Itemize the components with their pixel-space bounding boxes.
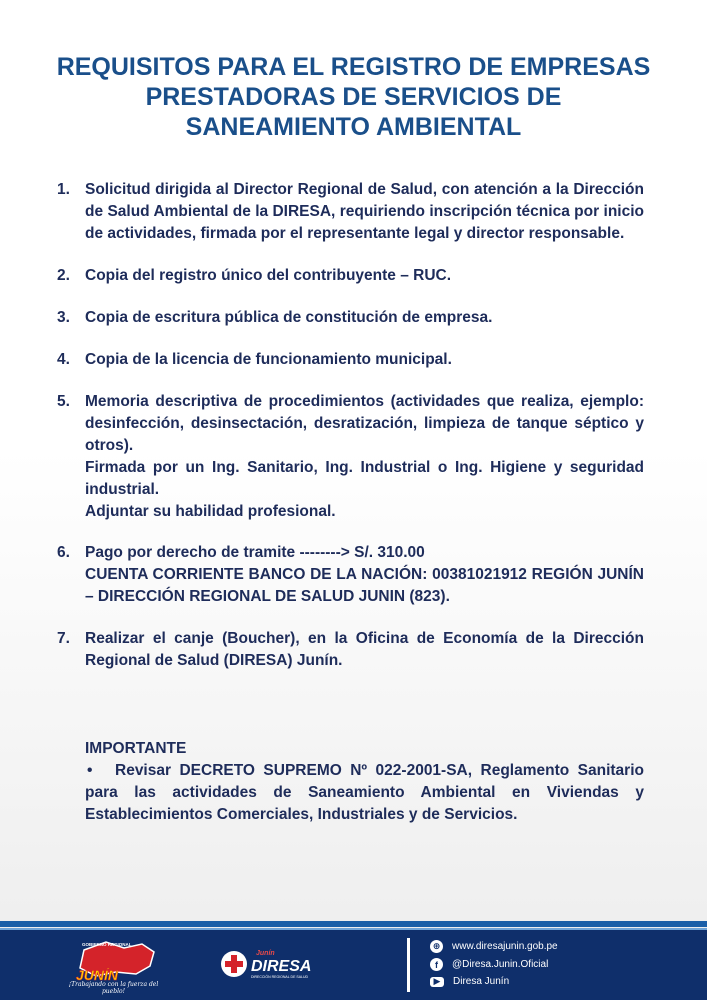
requirement-paragraph: CUENTA CORRIENTE BANCO DE LA NACIÓN: 00381021912 REGIÓN JUNÍN – DIRECCIÓN REGIONAL DE SALUD JUNIN (823).	[85, 566, 644, 605]
important-text: Revisar DECRETO SUPREMO Nº 022-2001-SA, Reglamento Sanitario para las actividades de Saneamiento Ambiental en Viviendas y Establecimientos Comerciales, Industriales y de Servicios.	[85, 762, 644, 823]
requirement-item	[57, 179, 644, 245]
requirements-list	[57, 179, 644, 692]
footer-divider	[407, 938, 410, 992]
requirement-paragraph: Firmada por un Ing. Sanitario, Ing. Industrial o Ing. Higiene y seguridad industrial.	[85, 459, 644, 498]
youtube-icon: ▶	[430, 977, 444, 987]
requirement-item	[57, 307, 644, 329]
requirement-item	[57, 349, 644, 371]
footer	[0, 930, 707, 1000]
important-section	[85, 738, 644, 826]
requirement-number: 2.	[57, 267, 70, 284]
youtube-link[interactable]	[430, 976, 509, 987]
requirement-paragraph: Pago por derecho de tramite --------> S/. 310.00	[85, 544, 425, 561]
requirement-paragraph: Memoria descriptiva de procedimientos (actividades que realiza, ejemplo: desinfección, desinsectación, desratización, limpieza de tanque séptico y otros).	[85, 393, 644, 454]
requirement-number: 7.	[57, 630, 70, 647]
requirement-paragraph: Copia del registro único del contribuyente – RUC.	[85, 267, 452, 284]
requirement-number: 5.	[57, 393, 70, 410]
requirement-number: 3.	[57, 309, 70, 326]
requirement-item	[57, 628, 644, 672]
requirement-paragraph: Adjuntar su habilidad profesional.	[85, 503, 336, 520]
diresa-small: Junín	[256, 950, 275, 957]
youtube-text: Diresa Junín	[453, 976, 510, 987]
title-line-3: SANEAMIENTO AMBIENTAL	[185, 113, 522, 141]
diresa-logo	[218, 944, 323, 984]
diresa-name: DIRESA	[251, 958, 312, 975]
diresa-sub: DIRECCIÓN REGIONAL DE SALUD	[251, 975, 309, 979]
website-text: www.diresajunin.gob.pe	[452, 941, 558, 952]
title-line-1: REQUISITOS PARA EL REGISTRO DE EMPRESAS	[56, 53, 651, 81]
requirement-text	[85, 391, 644, 523]
requirement-paragraph: Copia de escritura pública de constitución de empresa.	[85, 309, 493, 326]
facebook-link[interactable]	[430, 958, 548, 971]
requirement-paragraph: Solicitud dirigida al Director Regional de Salud, con atención a la Dirección de Salud Ambiental de la DIRESA, requiriendo inscripción técnica por inicio de actividades, firmada por el representante legal y director responsable.	[85, 181, 644, 242]
requirement-text	[85, 265, 644, 287]
bullet-icon: •	[87, 762, 93, 779]
title-line-2: PRESTADORAS DE SERVICIOS DE	[145, 83, 562, 111]
requirement-paragraph: Realizar el canje (Boucher), en la Oficina de Economía de la Dirección Regional de Salud (DIRESA) Junín.	[85, 630, 644, 669]
junin-logo-text: JUNÍN	[76, 967, 119, 983]
requirement-text	[85, 628, 644, 672]
junin-logo-small: GOBIERNO REGIONAL	[82, 942, 132, 947]
requirement-number: 6.	[57, 544, 70, 561]
page-title	[0, 52, 707, 142]
junin-tagline: ¡Trabajando con la fuerza del pueblo!	[68, 981, 159, 995]
website-link[interactable]	[430, 940, 558, 953]
important-note	[85, 760, 644, 826]
requirement-number: 1.	[57, 181, 70, 198]
footer-accent-bar	[0, 921, 707, 927]
requirement-paragraph: Copia de la licencia de funcionamiento municipal.	[85, 351, 452, 368]
requirement-number: 4.	[57, 351, 70, 368]
requirement-text	[85, 349, 644, 371]
facebook-text: @Diresa.Junin.Oficial	[452, 959, 549, 970]
requirement-item	[57, 265, 644, 287]
requirement-text	[85, 542, 644, 608]
requirement-text	[85, 307, 644, 329]
globe-icon: ⊕	[430, 940, 443, 953]
requirement-item	[57, 391, 644, 523]
important-heading: IMPORTANTE	[85, 740, 187, 757]
facebook-icon: f	[430, 958, 443, 971]
requirement-text	[85, 179, 644, 245]
requirement-item	[57, 542, 644, 608]
